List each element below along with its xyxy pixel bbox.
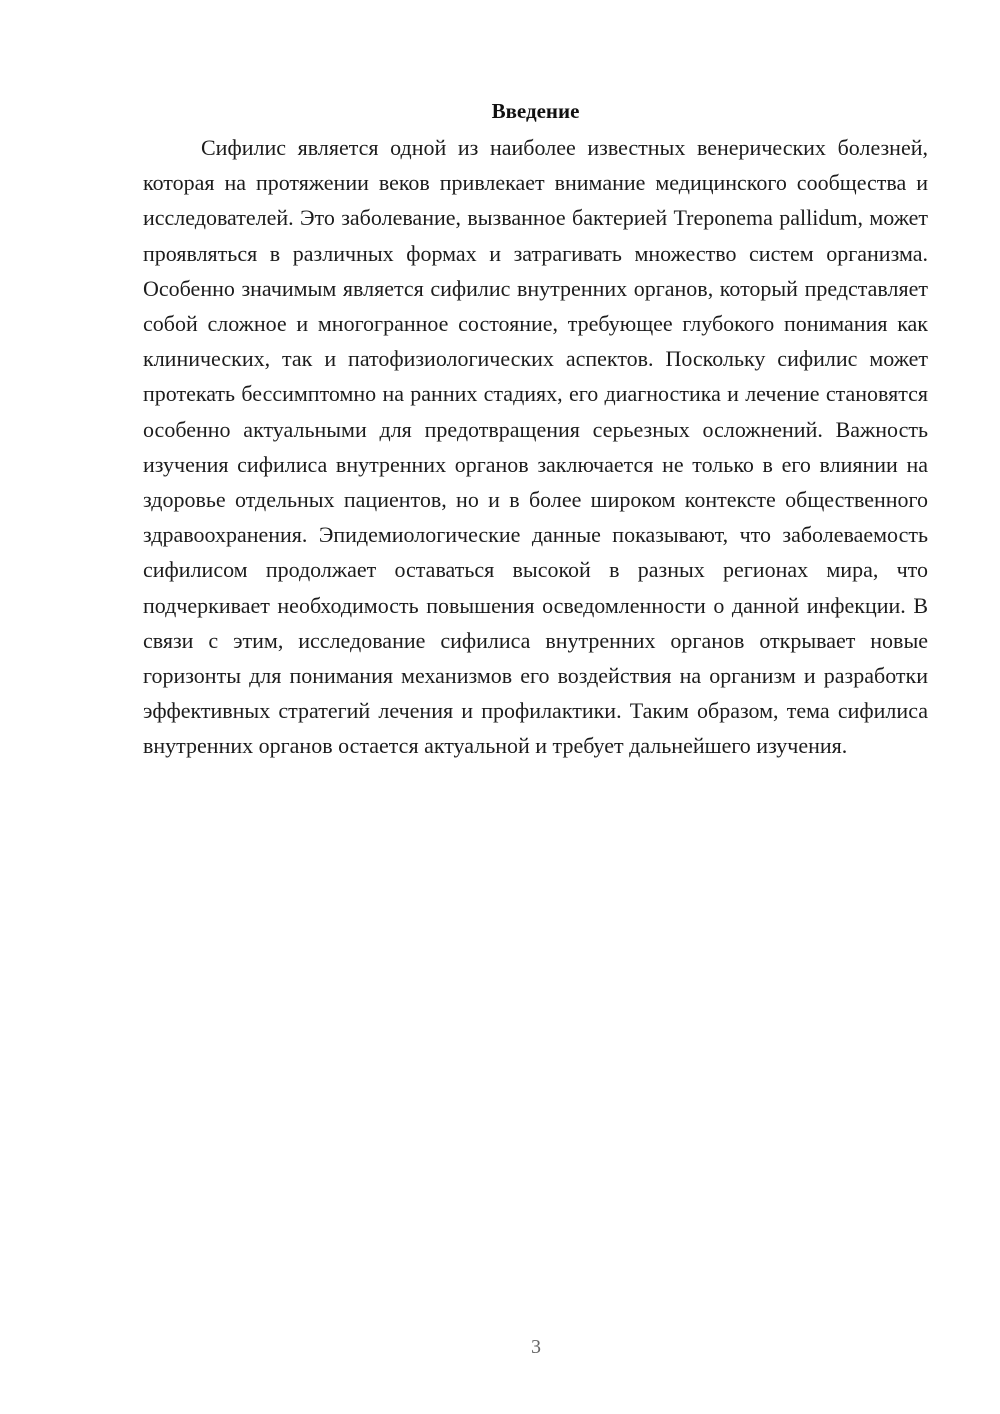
intro-paragraph: Сифилис является одной из наиболее известных венерических болезней, которая на протяжении веков привлекает внимание медицинского сообщества и исследователей. Это заболевание, вызванное бактерией Treponema pallidum, может проявляться в различных формах и затрагивать множество систем организма. Особенно значимым является сифилис внутренних органов, который представляет собой сложное и многогранное состояние, требующее глубокого понимания как клинических, так и патофизиологических аспектов. Поскольку сифилис может протекать бессимптомно на ранних стадиях, его диагностика и лечение становятся особенно актуальными для предотвращения серьезных осложнений. Важность изучения сифилиса внутренних органов заключается не только в его влиянии на здоровье отдельных пациентов, но и в более широком контексте общественного здравоохранения. Эпидемиологические данные показывают, что заболеваемость сифилисом продолжает оставаться высокой в разных регионах мира, что подчеркивает необходимость повышения осведомленности о данной инфекции. В связи с этим, исследование сифилиса внутренних органов открывает новые горизонты для понимания механизмов его воздействия на организм и разработки эффективных стратегий лечения и профилактики. Таким образом, тема сифилиса внутренних органов остается актуальной и требует дальнейшего изучения. <box>143 135 928 759</box>
page-number: 3 <box>531 1336 541 1358</box>
page-content <box>143 96 928 764</box>
section-heading: Введение <box>491 99 580 123</box>
